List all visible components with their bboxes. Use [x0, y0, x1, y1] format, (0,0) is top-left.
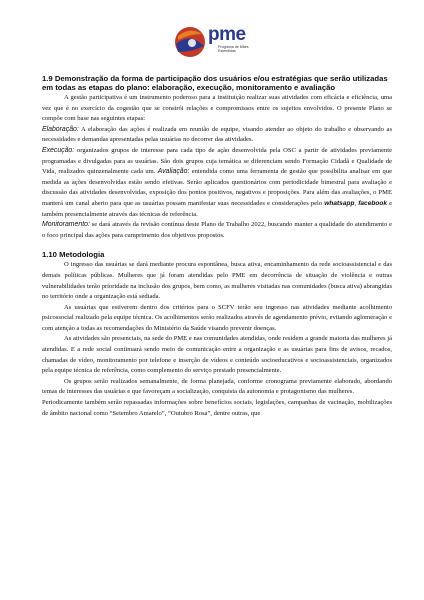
- whatsapp-text: whatsapp: [324, 199, 355, 207]
- section-heading-1-9: 1.9 Demonstração da forma de participação dos usuários e/ou estratégias que serão utilizadas em todas as etapas do plano: elaboração, execução, monitoramento e avaliação: [42, 74, 388, 92]
- avaliacao-text: entendida como uma ferramenta de gestão que possibilita analisar em que medida as ações desenvolvidas estão sendo efetivas. Serão aplicados questionários com periodicidade bimestral para avaliação e discussão das atividades desenvolvidas, exposição dos pontos positivos, negativos e proposições. Para além das avaliações, o PME manterá um canal aberto para que as usuárias possam manifestar suas necessidades e considerações pelo: [42, 168, 392, 207]
- elaboracao-text: A elaboração das ações é realizada em reunião de equipe, visando atender ao objeto do trabalho e observando as necessidades e demandas apresentadas pelas usuárias no decorrer das atividades.: [42, 125, 392, 144]
- metodologia-paragraph-2: As usuárias que estiverem dentro dos critérios para o SCFV terão seu ingresso nas atividades mediante acolhimento psicossocial realizado pela equipe técnica. Os acolhimentos serão realizados através de agendamento prévio, evitando aglomeração e com atenção a todas as recomendações do Ministério da Saúde visando prevenir doenças.: [42, 303, 392, 332]
- logo-tagline: Programa de Mães Estendidas: [218, 45, 249, 54]
- monitoramento-label: Monitoramento:: [42, 221, 90, 229]
- metodologia-paragraph-1: O ingresso das usuárias se dará mediante procura espontânea, busca ativa, encaminhamento da rede socioassistencial e das demais políticas públicas. Mulheres que já foram atendidas pelo PME em decorrência de situação de violência e outras vulnerabilidades terão prioridade na inclusão dos grupos, bem como, as mulheres visitadas nas comunidades (busca ativa) abrangidas no território onde a organização está sediada.: [42, 261, 392, 301]
- monitoramento-text: se dará através da revisão contínua deste Plano de Trabalho 2022, buscando manter a qualidade do atendimento e o foco principal das ações para cumprimento dos objetivos propostos.: [42, 221, 392, 239]
- elaboracao-label: Elaboração:: [42, 125, 79, 133]
- execucao-paragraph: [42, 146, 392, 220]
- section-heading-1-10: 1.10 Metodologia: [42, 250, 105, 260]
- facebook-text: facebook: [358, 199, 387, 207]
- avaliacao-label: Avaliação:: [157, 168, 190, 176]
- intro-paragraph: A gestão participativa é um instrumento poderoso para a instituição realizar suas atividades com eficácia e eficiência, uma vez que é no exercício da cogestão que se constrói relações e compromissos entre os sujeitos envolvidos. O presente Plano se compõe com base nas seguintes etapas:: [42, 94, 392, 123]
- logo-wordmark: pme: [208, 24, 246, 45]
- logo: [170, 22, 250, 62]
- execucao-text: organizados grupos de interesse para cada tipo de ação desenvolvida pela OSC a partir de atividades previamente programadas e divulgadas para as usuárias. São dois grupos cuja temática se diferenciam sendo Formação Cidadã e Qualidade de Vida, realizados quinzenalmente cada um.: [42, 146, 392, 176]
- avaliacao-text-end: e também presencialmente através das técnicas de referência.: [42, 199, 393, 218]
- elaboracao-paragraph: [42, 125, 392, 146]
- monitoramento-paragraph: [42, 220, 392, 241]
- logo-emblem-icon: [170, 22, 210, 62]
- separator-comma: ,: [354, 199, 357, 207]
- metodologia-paragraph-4: Os grupos serão realizados semanalmente, de forma planejada, conforme cronograma previamente elaborado, abordando temas de interesses das usuárias e que favoreçam a socialização, conquista da autonomia e protagonismo das mulheres.: [42, 377, 392, 396]
- metodologia-paragraph-5: Periodicamente também serão repassadas informações sobre benefícios sociais, legislações, campanhas de vacinação, mobilizações de âmbito nacional como “Setembro Amarelo”, “Outubro Rosa”, dentre outras, que: [42, 399, 392, 417]
- metodologia-paragraph-3: As atividades são presenciais, na sede do PME e nas comunidades atendidas, onde residem a grande maioria das mulheres já atendidas. E a rede social continuará sendo meio de comunicação entre a organização e as usuárias para fins de avisos, recados, chamadas de vídeo, monitoramento por telefone e inserção de vídeos e conteúdo socioeducativos e socioassistenciais, organizados pela equipe técnica de referência, como complemento do serviço prestado presencialmente.: [42, 335, 392, 375]
- document-body: [42, 74, 392, 419]
- execucao-label: Execução:: [42, 146, 75, 154]
